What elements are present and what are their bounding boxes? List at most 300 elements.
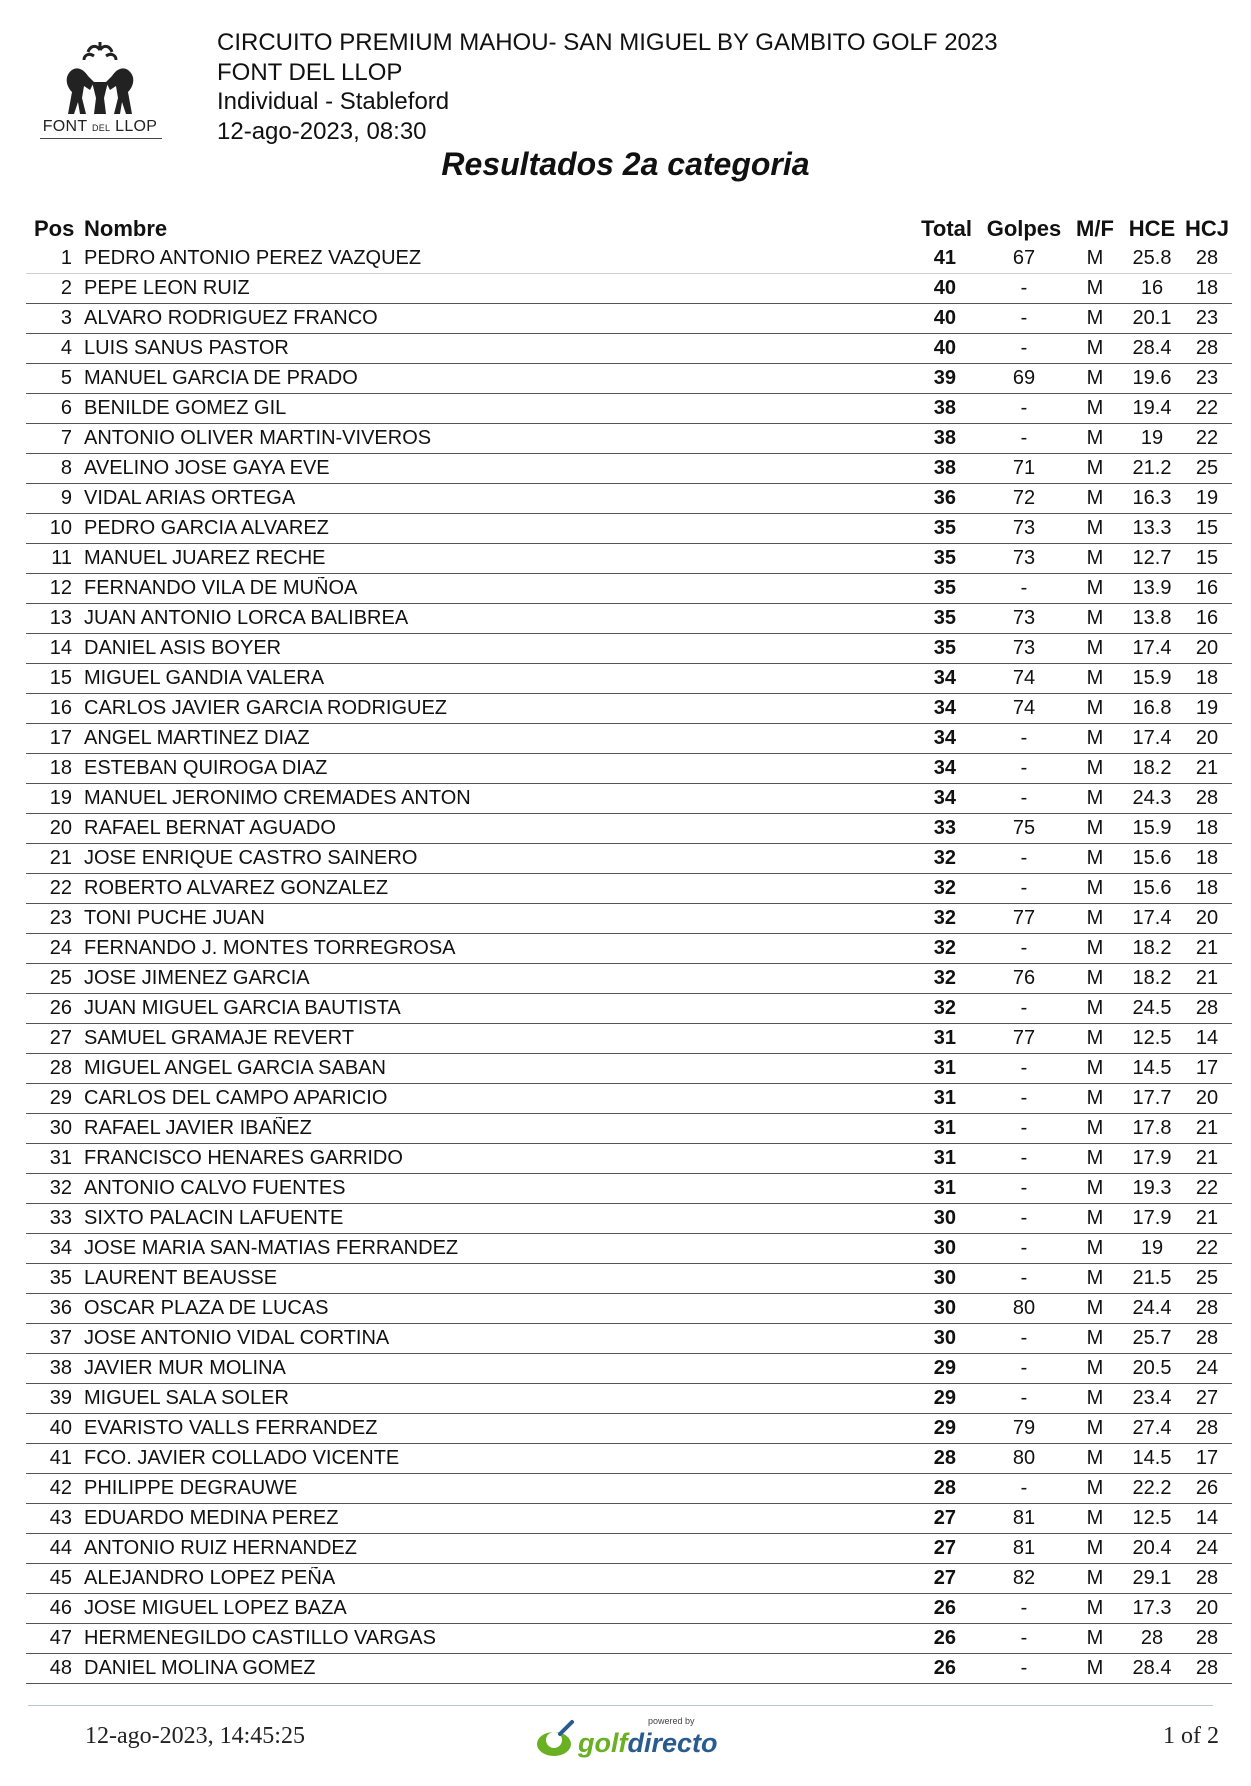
- cell-hcj: 22: [1195, 1177, 1219, 1199]
- cell-hce: 21.5: [1132, 1267, 1172, 1289]
- cell-hcj: 21: [1195, 967, 1219, 989]
- cell-mf: M: [1086, 667, 1104, 689]
- table-row: [26, 1114, 1232, 1144]
- cell-hce: 13.8: [1132, 607, 1172, 629]
- cell-hcj: 19: [1195, 487, 1219, 509]
- cell-hcj: 22: [1195, 427, 1219, 449]
- cell-pos: 45: [49, 1567, 72, 1589]
- cell-golpes: 67: [1012, 247, 1036, 269]
- cell-hce: 22.2: [1132, 1477, 1172, 1499]
- cell-pos: 9: [60, 487, 72, 509]
- table-row: [26, 874, 1232, 904]
- cell-mf: M: [1086, 1297, 1104, 1319]
- cell-mf: M: [1086, 547, 1104, 569]
- competition-format: Individual - Stableford: [217, 88, 450, 115]
- cell-pos: 15: [49, 667, 72, 689]
- cell-name: DANIEL ASIS BOYER: [84, 637, 282, 659]
- table-row: [26, 664, 1232, 694]
- cell-pos: 29: [49, 1087, 72, 1109]
- cell-hcj: 21: [1195, 1207, 1219, 1229]
- brand-directo-text: directo: [627, 1728, 718, 1758]
- cell-hce: 25.8: [1132, 247, 1172, 269]
- cell-total: 32: [933, 847, 956, 869]
- cell-name: EVARISTO VALLS FERRANDEZ: [84, 1417, 378, 1439]
- cell-total: 31: [933, 1057, 956, 1079]
- cell-hce: 24.5: [1132, 997, 1172, 1019]
- cell-pos: 13: [49, 607, 72, 629]
- cell-pos: 41: [49, 1447, 72, 1469]
- cell-mf: M: [1086, 1627, 1104, 1649]
- cell-name: ANTONIO OLIVER MARTIN-VIVEROS: [84, 427, 432, 449]
- cell-hce: 13.3: [1132, 517, 1172, 539]
- cell-name: JOSE JIMENEZ GARCIA: [84, 967, 310, 989]
- cell-name: SAMUEL GRAMAJE REVERT: [84, 1027, 355, 1049]
- cell-golpes: -: [1020, 277, 1028, 299]
- cell-hcj: 21: [1195, 1117, 1219, 1139]
- table-body: [26, 244, 1232, 1684]
- col-total-header: Total: [921, 216, 972, 241]
- cell-mf: M: [1086, 487, 1104, 509]
- cell-hcj: 28: [1195, 1657, 1219, 1679]
- cell-total: 29: [933, 1387, 956, 1409]
- table-row: [26, 574, 1232, 604]
- cell-pos: 26: [49, 997, 72, 1019]
- rampant-lions-fountain-icon: [38, 42, 162, 118]
- cell-name: JUAN ANTONIO LORCA BALIBREA: [84, 607, 409, 629]
- cell-golpes: 80: [1012, 1297, 1036, 1319]
- cell-total: 29: [933, 1417, 956, 1439]
- cell-total: 36: [933, 487, 956, 509]
- cell-hcj: 23: [1195, 367, 1219, 389]
- cell-pos: 16: [49, 697, 72, 719]
- cell-golpes: -: [1020, 1327, 1028, 1349]
- cell-golpes: -: [1020, 1237, 1028, 1259]
- cell-total: 28: [933, 1477, 956, 1499]
- cell-hcj: 21: [1195, 757, 1219, 779]
- cell-golpes: 74: [1012, 667, 1036, 689]
- cell-golpes: 81: [1012, 1507, 1036, 1529]
- cell-mf: M: [1086, 877, 1104, 899]
- cell-hcj: 28: [1195, 337, 1219, 359]
- cell-hcj: 27: [1195, 1387, 1219, 1409]
- cell-total: 35: [933, 637, 956, 659]
- cell-total: 32: [933, 907, 956, 929]
- cell-hcj: 16: [1195, 577, 1219, 599]
- cell-name: PEPE LEON RUIZ: [84, 277, 250, 299]
- cell-hce: 17.4: [1132, 637, 1172, 659]
- cell-pos: 37: [49, 1327, 72, 1349]
- cell-total: 32: [933, 997, 956, 1019]
- table-row: [26, 1384, 1232, 1414]
- cell-hce: 17.9: [1132, 1147, 1172, 1169]
- cell-name: CARLOS DEL CAMPO APARICIO: [84, 1087, 388, 1109]
- cell-golpes: 79: [1012, 1417, 1036, 1439]
- cell-total: 34: [933, 727, 956, 749]
- cell-golpes: 80: [1012, 1447, 1036, 1469]
- cell-name: JOSE ANTONIO VIDAL CORTINA: [84, 1327, 390, 1349]
- cell-pos: 22: [49, 877, 72, 899]
- table-row: [26, 1174, 1232, 1204]
- cell-hcj: 15: [1195, 517, 1219, 539]
- cell-pos: 1: [60, 247, 72, 269]
- cell-golpes: 77: [1012, 1027, 1036, 1049]
- cell-hcj: 16: [1195, 607, 1219, 629]
- cell-total: 40: [933, 277, 956, 299]
- cell-total: 38: [933, 397, 956, 419]
- cell-total: 29: [933, 1357, 956, 1379]
- cell-hcj: 18: [1195, 847, 1219, 869]
- cell-name: PHILIPPE DEGRAUWE: [84, 1477, 298, 1499]
- cell-hcj: 18: [1195, 817, 1219, 839]
- cell-golpes: -: [1020, 1117, 1028, 1139]
- cell-hce: 20.1: [1132, 307, 1172, 329]
- col-name-header: Nombre: [84, 216, 168, 241]
- cell-name: MANUEL JUAREZ RECHE: [84, 547, 326, 569]
- table-row: [26, 1444, 1232, 1474]
- cell-golpes: -: [1020, 757, 1028, 779]
- cell-mf: M: [1086, 1237, 1104, 1259]
- table-row: [26, 814, 1232, 844]
- cell-golpes: -: [1020, 307, 1028, 329]
- table-row: [26, 904, 1232, 934]
- page-number: 1 of 2: [1163, 1723, 1219, 1749]
- cell-total: 35: [933, 547, 956, 569]
- cell-total: 31: [933, 1117, 956, 1139]
- cell-name: ROBERTO ALVAREZ GONZALEZ: [84, 877, 389, 899]
- cell-pos: 2: [60, 277, 72, 299]
- cell-hce: 18.2: [1132, 757, 1172, 779]
- print-timestamp: 12-ago-2023, 14:45:25: [85, 1723, 305, 1749]
- cell-pos: 25: [49, 967, 72, 989]
- cell-hce: 15.6: [1132, 847, 1172, 869]
- cell-mf: M: [1086, 517, 1104, 539]
- cell-golpes: -: [1020, 1477, 1028, 1499]
- cell-hce: 17.9: [1132, 1207, 1172, 1229]
- cell-mf: M: [1086, 427, 1104, 449]
- cell-name: RAFAEL BERNAT AGUADO: [84, 817, 336, 839]
- table-row: [26, 1324, 1232, 1354]
- cell-golpes: -: [1020, 877, 1028, 899]
- col-pos-header: Pos: [34, 216, 75, 241]
- cell-pos: 18: [49, 757, 72, 779]
- table-row: [26, 784, 1232, 814]
- table-row: [26, 844, 1232, 874]
- circuit-name: CIRCUITO PREMIUM MAHOU- SAN MIGUEL BY GAMBITO GOLF 2023: [217, 29, 998, 56]
- cell-mf: M: [1086, 1177, 1104, 1199]
- cell-name: FERNANDO J. MONTES TORREGROSA: [84, 937, 456, 959]
- cell-total: 26: [933, 1657, 956, 1679]
- cell-mf: M: [1086, 607, 1104, 629]
- cell-total: 39: [933, 367, 956, 389]
- table-row: [26, 394, 1232, 424]
- cell-pos: 10: [49, 517, 72, 539]
- table-row: [26, 694, 1232, 724]
- cell-mf: M: [1086, 1567, 1104, 1589]
- cell-pos: 36: [49, 1297, 72, 1319]
- cell-hce: 13.9: [1132, 577, 1172, 599]
- cell-total: 34: [933, 787, 956, 809]
- cell-name: RAFAEL JAVIER IBAÑEZ: [84, 1117, 312, 1139]
- table-row: [26, 994, 1232, 1024]
- cell-golpes: 73: [1012, 547, 1036, 569]
- table-row: [26, 1054, 1232, 1084]
- cell-pos: 5: [60, 367, 72, 389]
- table-row: [26, 484, 1232, 514]
- cell-golpes: -: [1020, 997, 1028, 1019]
- cell-hcj: 14: [1195, 1507, 1219, 1529]
- cell-name: ANGEL MARTINEZ DIAZ: [84, 727, 310, 749]
- event-header: [217, 28, 998, 146]
- cell-mf: M: [1086, 847, 1104, 869]
- cell-name: JOSE MARIA SAN-MATIAS FERRANDEZ: [84, 1237, 459, 1259]
- cell-name: JUAN MIGUEL GARCIA BAUTISTA: [84, 997, 401, 1019]
- cell-mf: M: [1086, 1537, 1104, 1559]
- cell-mf: M: [1086, 817, 1104, 839]
- cell-name: LUIS SANUS PASTOR: [84, 337, 289, 359]
- cell-total: 40: [933, 337, 956, 359]
- cell-hcj: 25: [1195, 1267, 1219, 1289]
- cell-name: MIGUEL GANDIA VALERA: [84, 667, 325, 689]
- cell-golpes: -: [1020, 1597, 1028, 1619]
- table-row: [26, 724, 1232, 754]
- cell-total: 31: [933, 1147, 956, 1169]
- cell-golpes: 74: [1012, 697, 1036, 719]
- cell-pos: 27: [49, 1027, 72, 1049]
- cell-hcj: 28: [1195, 787, 1219, 809]
- table-row: [26, 1354, 1232, 1384]
- table-row: [26, 604, 1232, 634]
- cell-mf: M: [1086, 1147, 1104, 1169]
- table-row: [26, 1234, 1232, 1264]
- cell-hce: 23.4: [1132, 1387, 1172, 1409]
- col-golpes-header: Golpes: [986, 216, 1062, 241]
- table-row: [26, 514, 1232, 544]
- cell-name: SIXTO PALACIN LAFUENTE: [84, 1207, 344, 1229]
- cell-pos: 24: [49, 937, 72, 959]
- cell-mf: M: [1086, 1387, 1104, 1409]
- cell-name: LAURENT BEAUSSE: [84, 1267, 278, 1289]
- cell-hce: 25.7: [1132, 1327, 1172, 1349]
- club-logo: [38, 42, 168, 142]
- cell-total: 33: [933, 817, 956, 839]
- cell-hce: 18.2: [1132, 967, 1172, 989]
- cell-golpes: 73: [1012, 637, 1036, 659]
- cell-hce: 20.4: [1132, 1537, 1172, 1559]
- cell-mf: M: [1086, 1267, 1104, 1289]
- table-row: [26, 364, 1232, 394]
- cell-mf: M: [1086, 1327, 1104, 1349]
- cell-hcj: 28: [1195, 1567, 1219, 1589]
- cell-mf: M: [1086, 997, 1104, 1019]
- cell-hcj: 24: [1195, 1537, 1219, 1559]
- table-row: [26, 244, 1232, 274]
- cell-golpes: -: [1020, 337, 1028, 359]
- table-row: [26, 1084, 1232, 1114]
- cell-total: 30: [933, 1207, 956, 1229]
- cell-name: MANUEL GARCIA DE PRADO: [84, 367, 358, 389]
- cell-hce: 16.3: [1132, 487, 1172, 509]
- cell-hcj: 21: [1195, 1147, 1219, 1169]
- cell-hce: 16.8: [1132, 697, 1172, 719]
- cell-pos: 21: [49, 847, 72, 869]
- cell-golpes: 71: [1012, 457, 1036, 479]
- cell-hce: 29.1: [1132, 1567, 1172, 1589]
- cell-mf: M: [1086, 577, 1104, 599]
- cell-mf: M: [1086, 1447, 1104, 1469]
- cell-hcj: 14: [1195, 1027, 1219, 1049]
- cell-hcj: 24: [1195, 1357, 1219, 1379]
- cell-pos: 32: [49, 1177, 72, 1199]
- cell-golpes: 82: [1012, 1567, 1036, 1589]
- cell-golpes: 72: [1012, 487, 1036, 509]
- cell-mf: M: [1086, 1027, 1104, 1049]
- cell-name: HERMENEGILDO CASTILLO VARGAS: [84, 1627, 436, 1649]
- cell-pos: 39: [49, 1387, 72, 1409]
- cell-golpes: 69: [1012, 367, 1036, 389]
- logo-underline: [40, 138, 162, 139]
- cell-name: FCO. JAVIER COLLADO VICENTE: [84, 1447, 400, 1469]
- cell-name: ANTONIO CALVO FUENTES: [84, 1177, 346, 1199]
- cell-hce: 17.8: [1132, 1117, 1172, 1139]
- cell-name: JOSE MIGUEL LOPEZ BAZA: [84, 1597, 347, 1619]
- cell-pos: 28: [49, 1057, 72, 1079]
- cell-mf: M: [1086, 937, 1104, 959]
- cell-total: 27: [933, 1567, 956, 1589]
- cell-total: 31: [933, 1027, 956, 1049]
- table-row: [26, 544, 1232, 574]
- cell-total: 38: [933, 457, 956, 479]
- table-row: [26, 1474, 1232, 1504]
- cell-hce: 17.7: [1132, 1087, 1172, 1109]
- cell-mf: M: [1086, 907, 1104, 929]
- cell-pos: 17: [49, 727, 72, 749]
- cell-hcj: 18: [1195, 667, 1219, 689]
- cell-hcj: 22: [1195, 397, 1219, 419]
- cell-total: 32: [933, 937, 956, 959]
- cell-hce: 19.4: [1132, 397, 1172, 419]
- cell-pos: 11: [51, 547, 72, 569]
- cell-name: ANTONIO RUIZ HERNANDEZ: [84, 1537, 357, 1559]
- cell-golpes: -: [1020, 847, 1028, 869]
- cell-mf: M: [1086, 637, 1104, 659]
- cell-hce: 19.3: [1132, 1177, 1172, 1199]
- cell-hce: 27.4: [1132, 1417, 1172, 1439]
- cell-mf: M: [1086, 457, 1104, 479]
- cell-pos: 20: [49, 817, 72, 839]
- cell-hcj: 18: [1195, 877, 1219, 899]
- cell-mf: M: [1086, 337, 1104, 359]
- cell-mf: M: [1086, 1117, 1104, 1139]
- cell-hce: 19: [1140, 1237, 1164, 1259]
- cell-name: BENILDE GOMEZ GIL: [84, 397, 287, 419]
- cell-mf: M: [1086, 1207, 1104, 1229]
- cell-hce: 18.2: [1132, 937, 1172, 959]
- cell-hce: 28.4: [1132, 337, 1172, 359]
- cell-mf: M: [1086, 277, 1104, 299]
- cell-name: JAVIER MUR MOLINA: [84, 1357, 286, 1379]
- cell-total: 34: [933, 667, 956, 689]
- cell-name: ALVARO RODRIGUEZ FRANCO: [84, 307, 378, 329]
- table-row: [26, 934, 1232, 964]
- cell-hce: 17.4: [1132, 907, 1172, 929]
- cell-golpes: 73: [1012, 607, 1036, 629]
- cell-total: 35: [933, 607, 956, 629]
- cell-name: MANUEL JERONIMO CREMADES ANTON: [84, 787, 471, 809]
- cell-mf: M: [1086, 1087, 1104, 1109]
- cell-pos: 42: [49, 1477, 72, 1499]
- cell-golpes: -: [1020, 1057, 1028, 1079]
- cell-hce: 12.7: [1132, 547, 1172, 569]
- cell-mf: M: [1086, 727, 1104, 749]
- cell-pos: 33: [49, 1207, 72, 1229]
- brand-golf-text: golf: [578, 1728, 628, 1758]
- cell-name: EDUARDO MEDINA PEREZ: [84, 1507, 339, 1529]
- table-row: [26, 1204, 1232, 1234]
- cell-mf: M: [1086, 757, 1104, 779]
- cell-mf: M: [1086, 787, 1104, 809]
- cell-hcj: 23: [1195, 307, 1219, 329]
- cell-total: 30: [933, 1327, 956, 1349]
- cell-mf: M: [1086, 1507, 1104, 1529]
- cell-golpes: -: [1020, 1387, 1028, 1409]
- cell-pos: 46: [49, 1597, 72, 1619]
- cell-hce: 20.5: [1132, 1357, 1172, 1379]
- cell-mf: M: [1086, 1057, 1104, 1079]
- cell-pos: 30: [49, 1117, 72, 1139]
- cell-golpes: -: [1020, 397, 1028, 419]
- table-row: [26, 1594, 1232, 1624]
- cell-golpes: -: [1020, 1267, 1028, 1289]
- logo-text: FONT DEL LLOP: [42, 118, 158, 135]
- cell-total: 41: [933, 247, 956, 269]
- cell-pos: 14: [49, 637, 72, 659]
- cell-pos: 31: [49, 1147, 72, 1169]
- cell-name: MIGUEL ANGEL GARCIA SABAN: [84, 1057, 386, 1079]
- cell-pos: 4: [60, 337, 72, 359]
- col-hcj-header: HCJ: [1184, 216, 1229, 241]
- table-row: [26, 1654, 1232, 1684]
- cell-hcj: 28: [1195, 1417, 1219, 1439]
- cell-golpes: -: [1020, 1087, 1028, 1109]
- cell-hce: 28.4: [1132, 1657, 1172, 1679]
- golf-ball-icon: [534, 1718, 578, 1758]
- cell-golpes: -: [1020, 787, 1028, 809]
- cell-hcj: 19: [1195, 697, 1219, 719]
- cell-mf: M: [1086, 1477, 1104, 1499]
- cell-mf: M: [1086, 967, 1104, 989]
- cell-name: VIDAL ARIAS ORTEGA: [84, 487, 296, 509]
- cell-golpes: 77: [1012, 907, 1036, 929]
- cell-hce: 15.9: [1132, 667, 1172, 689]
- cell-mf: M: [1086, 1657, 1104, 1679]
- cell-hce: 14.5: [1132, 1447, 1172, 1469]
- page-title: Resultados 2a categoria: [441, 146, 810, 182]
- cell-hcj: 17: [1195, 1447, 1219, 1469]
- cell-golpes: -: [1020, 1627, 1028, 1649]
- cell-total: 30: [933, 1267, 956, 1289]
- table-row: [26, 334, 1232, 364]
- table-row: [26, 454, 1232, 484]
- cell-name: JOSE ENRIQUE CASTRO SAINERO: [84, 847, 418, 869]
- cell-hcj: 28: [1195, 1297, 1219, 1319]
- cell-total: 31: [933, 1087, 956, 1109]
- cell-hce: 14.5: [1132, 1057, 1172, 1079]
- powered-by-label: powered by: [648, 1716, 695, 1726]
- cell-total: 32: [933, 967, 956, 989]
- cell-hce: 24.4: [1132, 1297, 1172, 1319]
- cell-golpes: 75: [1012, 817, 1036, 839]
- cell-hce: 12.5: [1132, 1507, 1172, 1529]
